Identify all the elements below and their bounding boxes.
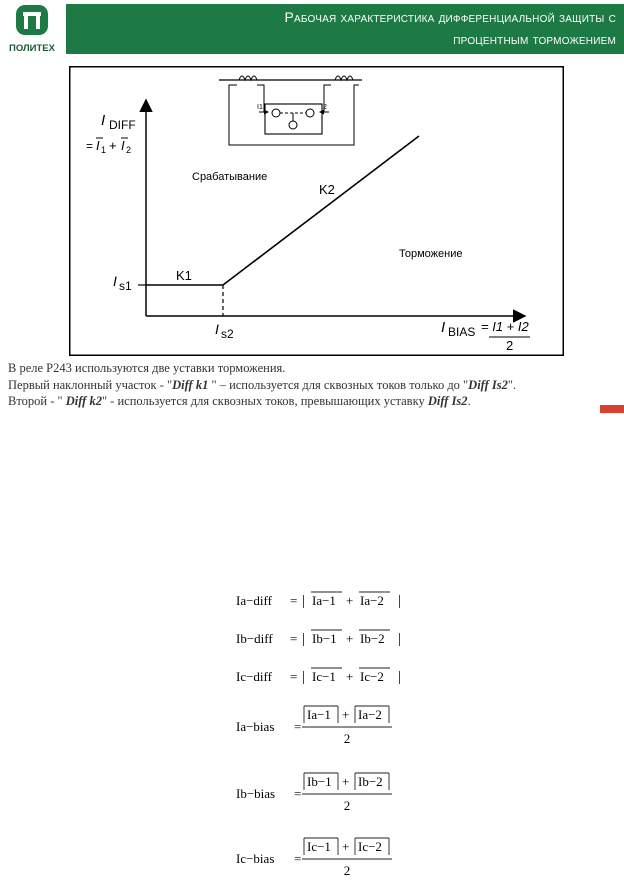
svg-text:I: I	[96, 138, 100, 153]
formula-lhs: Ib−bias	[236, 786, 276, 801]
formula-eq: =	[294, 786, 302, 801]
formula-plus: +	[342, 839, 350, 854]
x-formula-den: 2	[506, 338, 514, 353]
formula-term-2: Ia−2	[358, 707, 382, 722]
k1-label: K1	[176, 268, 192, 283]
politech-logo	[3, 4, 61, 56]
formula-plus: +	[342, 774, 350, 789]
formula-denominator: 2	[343, 731, 351, 746]
y-axis-label: I	[101, 112, 106, 129]
is2-label: I	[215, 321, 219, 337]
formula-term-1: Ic−1	[307, 839, 331, 854]
text-line-2: Первый наклонный участок - "Diff k1 " – используется для сквозных токов только до "Diff Is2".	[8, 377, 517, 392]
formula-lhs: Ia−diff	[236, 593, 272, 608]
formula-lhs: Ic−bias	[236, 851, 275, 866]
formula-abs-open: |	[302, 631, 306, 647]
formula-denominator: 2	[343, 863, 351, 878]
svg-text:I: I	[121, 138, 125, 153]
formula-plus: +	[346, 669, 354, 684]
formula-plus: +	[346, 593, 354, 608]
logo-text: ПОЛИТЕХ	[9, 43, 55, 54]
slide-title-line2: процентным торможением	[453, 31, 616, 47]
formula-abs-open: |	[302, 669, 306, 685]
x-axis-label-sub: BIAS	[448, 325, 476, 339]
x-axis-label: I	[441, 319, 446, 336]
formula-term-1: Ic−1	[312, 669, 336, 684]
x-formula-num: = I1 + I2	[481, 319, 529, 334]
differential-characteristic-diagram	[69, 66, 564, 356]
svg-text:2: 2	[126, 145, 132, 155]
slide-header	[0, 0, 624, 58]
formula-denominator: 2	[343, 798, 351, 813]
formula-eq: =	[294, 719, 302, 734]
text-line-3: Второй - " Diff k2" - используется для сквозных токов, превышающих уставку Diff Is2.	[8, 394, 471, 408]
title-bar	[66, 4, 624, 54]
setting-diff-is2-2: Diff Is2	[427, 394, 468, 408]
setting-diff-is2: Diff Is2	[468, 377, 508, 392]
formula-term-1: Ia−1	[312, 593, 336, 608]
svg-text:+: +	[109, 138, 117, 153]
y-axis-label-sub: DIFF	[109, 118, 136, 132]
formula-term-2: Ic−2	[358, 839, 382, 854]
formula-lhs: Ic−diff	[236, 669, 272, 684]
formula-plus: +	[346, 631, 354, 646]
formula-term-2: Ib−2	[360, 631, 385, 646]
formula-lhs: Ia−bias	[236, 719, 275, 734]
formula-abs-close: |	[398, 593, 402, 609]
current-formulas	[232, 583, 422, 881]
formula-term-2: Ia−2	[360, 593, 384, 608]
formula-eq: =	[290, 669, 298, 684]
operate-region-label: Срабатывание	[192, 171, 268, 183]
setting-diff-k1: Diff k1	[172, 377, 209, 392]
formula-term-1: Ia−1	[307, 707, 331, 722]
k2-label: K2	[319, 182, 335, 197]
slide-title-line1: Рабочая характеристика дифференциальной защиты с	[284, 9, 616, 25]
is2-label-sub: s2	[221, 327, 234, 341]
formula-abs-open: |	[302, 593, 306, 609]
formula-term-2: Ic−2	[360, 669, 384, 684]
formula-eq: =	[290, 631, 298, 646]
setting-diff-k2: Diff k2	[65, 394, 102, 408]
formula-lhs: Ib−diff	[236, 631, 273, 646]
formula-abs-close: |	[398, 669, 402, 685]
explanation-text	[8, 360, 620, 410]
y-formula-eq: =	[86, 139, 94, 153]
inset-i1-label: I1	[257, 104, 263, 111]
text-line-1: В реле Р243 используются две уставки торможения.	[8, 361, 286, 375]
formula-plus: +	[342, 707, 350, 722]
diagram-frame	[70, 67, 564, 356]
red-accent-bar	[600, 405, 624, 413]
svg-text:1: 1	[101, 145, 107, 155]
restrain-region-label: Торможение	[399, 248, 463, 260]
inset-i2-label: I2	[321, 104, 327, 111]
formula-term-1: Ib−1	[312, 631, 337, 646]
is1-label: I	[113, 273, 117, 289]
formula-eq: =	[294, 851, 302, 866]
formula-abs-close: |	[398, 631, 402, 647]
formula-term-1: Ib−1	[307, 774, 332, 789]
formula-eq: =	[290, 593, 298, 608]
is1-label-sub: s1	[119, 279, 132, 293]
formula-term-2: Ib−2	[358, 774, 383, 789]
